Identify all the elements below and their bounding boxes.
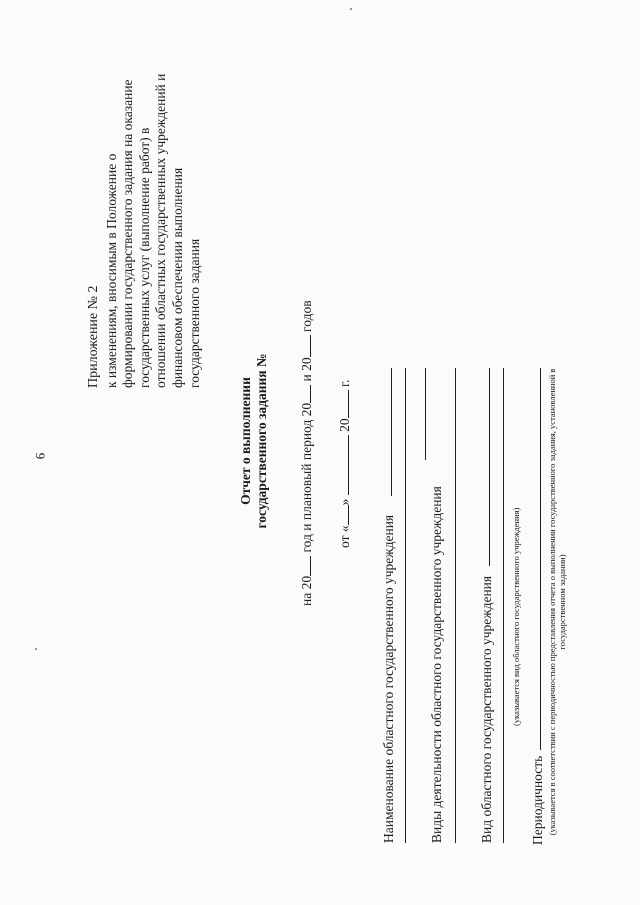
appendix-line: отношении областных государственных учреждений и [153,73,169,388]
period-text: годов [299,300,314,332]
blank-line [335,435,349,495]
field-activities: Виды деятельности областного государственного учреждения [429,486,444,843]
date-text: от « [337,525,352,548]
fill-line-activities-2 [455,368,456,843]
appendix-line: формировании государственного задания на оказание [120,79,136,388]
blank-line [335,505,349,525]
report-title-line: государственного задания № [254,353,269,529]
report-title-line: Отчет о выполнении [238,377,253,505]
blank-line [297,385,311,403]
report-date-line [335,380,353,548]
appendix-line: государственных услуг (выполнение работ) в [136,127,152,388]
report-title [238,346,270,536]
blank-line [297,556,311,576]
field-institution-kind: Вид областного государственного учреждения [479,575,494,843]
date-text: г. [337,379,352,388]
fill-line-institution-name-2 [405,368,406,843]
field-institution-kind-note: (указывается вид областного государственного учреждения) [511,507,521,726]
fill-line-institution-kind [489,368,490,566]
fill-line-activities [425,368,426,460]
period-text: и 20 [299,357,314,382]
report-period-line [297,300,315,606]
fill-line-periodicity [540,368,541,750]
field-institution-name: Наименование областного государственного учреждения [381,514,396,843]
period-text: на 20 [299,575,314,606]
appendix-line: финансовом обеспечении выполнения [169,167,185,388]
date-text: 20 [337,418,352,432]
fill-line-institution-name [391,368,392,496]
blank-line [297,335,311,357]
field-periodicity: Периодичность [530,755,545,845]
scan-speck [350,8,352,10]
appendix-line: к изменениям, вносимым в Положение о [103,153,119,388]
appendix-block [86,74,203,388]
date-text: » [337,498,352,506]
blank-line [335,390,349,418]
fill-line-institution-kind-2 [503,368,504,843]
period-text: год и плановый период 20 [299,402,314,553]
appendix-title: Приложение № 2 [86,285,101,388]
field-periodicity-note: (указывается в соответствии с периодичностью представления отчета о выполнении государственного задания, установленной в государственном задании) [547,368,567,836]
page-number: 9 [33,452,48,460]
appendix-line: государственного задания [186,238,202,388]
scan-speck [35,648,37,650]
